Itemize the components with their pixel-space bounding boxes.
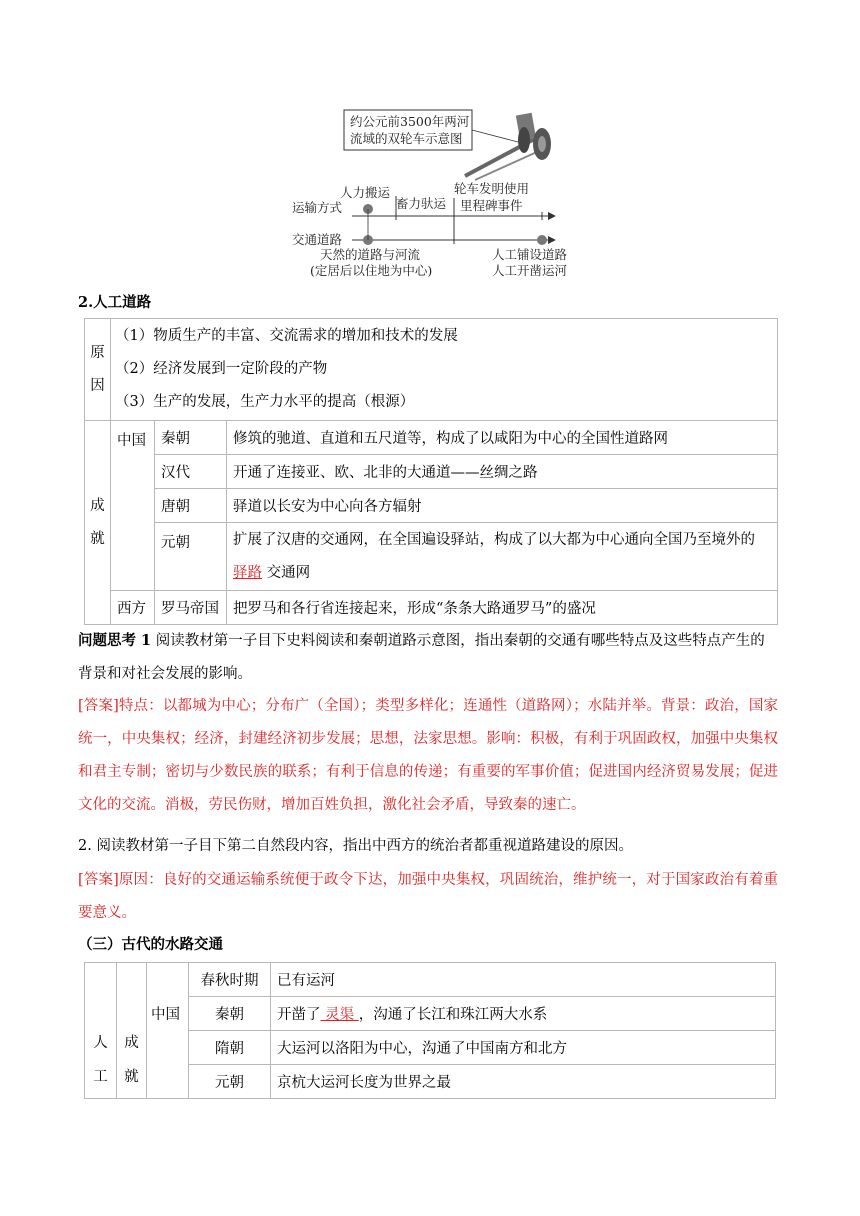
water-col2-a: 成 — [124, 1035, 139, 1051]
water-text-sui: 大运河以洛阳为中心，沟通了中国南方和北方 — [271, 1031, 776, 1065]
question-1-label: 问题思考 1 — [78, 632, 152, 649]
row-label-transport: 运输方式 — [292, 200, 343, 215]
row-label-road: 交通道路 — [292, 232, 343, 247]
era-yuan: 元朝 — [155, 523, 227, 591]
text-yuan — [227, 523, 778, 591]
water-era-sui: 隋朝 — [189, 1031, 271, 1065]
artificial-road-dot — [537, 235, 547, 245]
water-col1-cell — [85, 963, 117, 1099]
label-wheel-1: 轮车发明使用 — [454, 181, 530, 196]
reason-label-cell — [85, 319, 111, 421]
text-han: 开通了连接亚、欧、北非的大通道——丝绸之路 — [227, 455, 778, 489]
label-artificial-2: 人工开凿运河 — [492, 263, 568, 278]
caption-line1: 约公元前3500年两河 — [350, 114, 470, 129]
section-title-water-transport: （三）古代的水路交通 — [78, 936, 223, 953]
answer-1: [答案]特点：以都城为中心；分布广（全国）；类型多样化；连通性（道路网）；水陆并举。背景：政治，国家统一，中央集权；经济，封建经济初步发展；思想，法家思想。影响：积极，有利于巩固政权，加强中央集权和君主专制；密切与少数民族的联系；有利于信息的传递；有重要的军事价值；促进国内经济贸易发展；促进文化的交流。消极，劳民伤财，增加百姓负担，激化社会矛盾，导致秦的速亡。 — [78, 698, 778, 813]
caption-line2: 流域的双轮车示意图 — [350, 131, 463, 146]
water-text-spring-autumn: 已有运河 — [271, 963, 776, 997]
achieve-label-2: 就 — [90, 530, 105, 547]
water-china-cell: 中国 — [147, 963, 189, 1099]
two-wheeled-cart-icon — [465, 113, 551, 180]
water-era-spring-autumn: 春秋时期 — [189, 963, 271, 997]
reason-3: （3）生产的发展，生产力水平的提高（根源） — [115, 394, 415, 410]
achieve-label-1: 成 — [90, 497, 105, 514]
section-title-artificial-road: 2.人工道路 — [78, 294, 152, 311]
text-tang: 驿道以长安为中心向各方辐射 — [227, 489, 778, 523]
reason-2: （2）经济发展到一定阶段的产物 — [115, 361, 328, 377]
question-1-text: 阅读教材第一子目下史料阅读和秦朝道路示意图，指出秦朝的交通有哪些特点及这些特点产生的背景和对社会发展的影响。 — [78, 633, 765, 682]
reason-label-1: 原 — [90, 344, 105, 361]
water-col2-b: 就 — [124, 1069, 139, 1085]
china-cell: 中国 — [111, 421, 155, 591]
water-text-qin-after: ，沟通了长江和珠江两大水系 — [358, 1007, 548, 1023]
era-han: 汉代 — [155, 455, 227, 489]
text-qin: 修筑的驰道、直道和五尺道等，构成了以咸阳为中心的全国性道路网 — [227, 421, 778, 455]
west-cell: 西方 — [111, 591, 155, 625]
water-col1-b: 工 — [93, 1069, 108, 1085]
era-tang: 唐朝 — [155, 489, 227, 523]
question-2: 2. 阅读教材第一子目下第二自然段内容，指出中西方的统治者都重视道路建设的原因。 — [78, 838, 633, 854]
text-yuan-after: 交通网 — [266, 564, 311, 581]
water-era-qin: 秦朝 — [189, 997, 271, 1031]
question-1 — [78, 624, 778, 691]
label-natural-1: 天然的道路与河流 — [320, 247, 421, 262]
water-text-yuan: 京杭大运河长度为世界之最 — [271, 1065, 776, 1099]
text-rome: 把罗马和各行省连接起来，形成“条条大路通罗马”的盛况 — [227, 591, 778, 625]
water-col2-cell — [117, 963, 147, 1099]
answer-2: [答案]原因：良好的交通运输系统便于政令下达，加强中央集权，巩固统治，维护统一，对于国家政治有着重要意义。 — [78, 872, 778, 921]
label-natural-2: (定居后以住地为中心) — [310, 263, 433, 278]
blank-answer-lingqu: 灵渠 — [325, 1007, 355, 1023]
label-manpower: 人力搬运 — [340, 185, 391, 200]
label-animal: 畜力驮运 — [396, 196, 447, 211]
reason-label-2: 因 — [90, 377, 105, 394]
era-rome: 罗马帝国 — [155, 591, 227, 625]
reasons-cell — [111, 319, 778, 421]
text-yuan-line1: 扩展了汉唐的交通网，在全国遍设驿站，构成了以大都为中心通向全国乃至境外的 — [233, 531, 755, 548]
transport-evolution-figure — [280, 100, 580, 285]
artificial-road-table — [84, 318, 778, 625]
achieve-label-cell — [85, 421, 111, 625]
label-wheel-2: 里程碑事件 — [460, 198, 523, 213]
water-text-qin-before: 开凿了 — [277, 1007, 321, 1023]
water-era-yuan: 元朝 — [189, 1065, 271, 1099]
reason-1: （1）物质生产的丰富、交流需求的增加和技术的发展 — [115, 328, 458, 344]
label-artificial-1: 人工铺设道路 — [492, 247, 568, 262]
water-text-qin — [271, 997, 776, 1031]
era-qin: 秦朝 — [155, 421, 227, 455]
blank-answer-yilu: 驿路 — [233, 564, 262, 581]
water-transport-table — [84, 962, 776, 1099]
water-col1-a: 人 — [93, 1035, 108, 1051]
